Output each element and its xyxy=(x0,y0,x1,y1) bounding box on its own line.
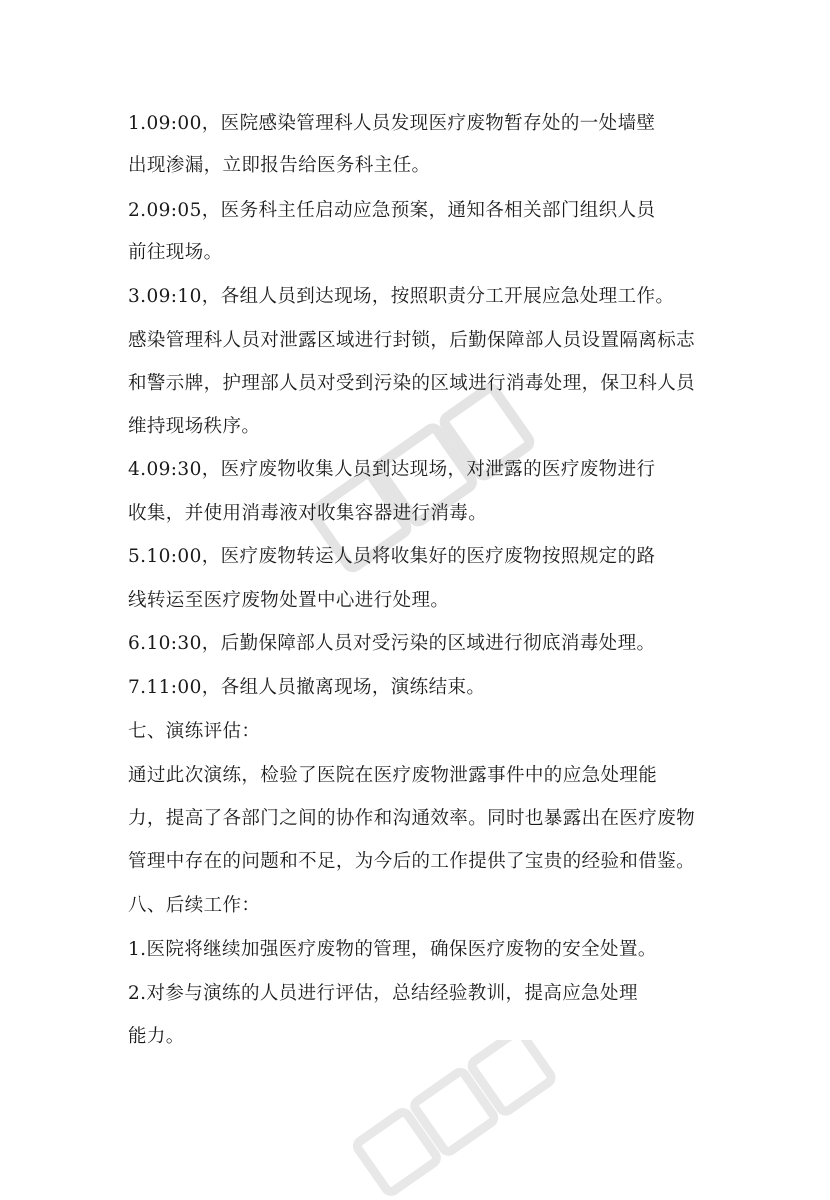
line-evaluation-a: 通过此次演练，检验了医院在医疗废物泄露事件中的应急处理能 xyxy=(128,765,658,786)
line-step-3d: 维持现场秩序。 xyxy=(128,416,261,437)
line-followup-2b: 能力。 xyxy=(128,1026,185,1047)
line-evaluation-b: 力，提高了各部门之间的协作和沟通效率。同时也暴露出在医疗废物 xyxy=(128,808,696,829)
line-followup-2a: 2.对参与演练的人员进行评估，总结经验教训，提高应急处理 xyxy=(128,983,638,1004)
line-step-2a: 2.09:05，医务科主任启动应急预案，通知各相关部门组织人员 xyxy=(128,200,656,221)
line-step-3b: 感染管理科人员对泄露区域进行封锁，后勤保障部人员设置隔离标志 xyxy=(128,330,696,351)
watermark-logo xyxy=(300,360,560,620)
line-step-1b: 出现渗漏，立即报告给医务科主任。 xyxy=(128,155,431,176)
line-step-2b: 前往现场。 xyxy=(128,242,223,263)
watermark-shape-bottom xyxy=(355,1040,553,1194)
heading-evaluation: 七、演练评估： xyxy=(128,721,261,742)
heading-followup: 八、后续工作： xyxy=(128,895,261,916)
line-step-1a: 1.09:00，医院感染管理科人员发现医疗废物暂存处的一处墙壁 xyxy=(128,113,656,134)
line-step-3c: 和警示牌，护理部人员对受到污染的区域进行消毒处理，保卫科人员 xyxy=(128,373,696,394)
line-step-5a: 5.10:00，医疗废物转运人员将收集好的医疗废物按照规定的路 xyxy=(128,546,656,567)
line-step-6: 6.10:30，后勤保障部人员对受污染的区域进行彻底消毒处理。 xyxy=(128,633,656,654)
line-followup-1: 1.医院将继续加强医疗废物的管理，确保医疗废物的安全处置。 xyxy=(128,939,657,960)
line-step-5b: 线转运至医疗废物处置中心进行处理。 xyxy=(128,590,450,611)
line-evaluation-c: 管理中存在的问题和不足，为今后的工作提供了宝贵的经验和借鉴。 xyxy=(128,851,696,872)
line-step-4b: 收集，并使用消毒液对收集容器进行消毒。 xyxy=(128,503,488,524)
line-step-3a: 3.09:10，各组人员到达现场，按照职责分工开展应急处理工作。 xyxy=(128,286,675,307)
line-step-4a: 4.09:30，医疗废物收集人员到达现场，对泄露的医疗废物进行 xyxy=(128,459,656,480)
line-step-7: 7.11:00，各组人员撤离现场，演练结束。 xyxy=(128,677,486,698)
watermark-logo-bottom xyxy=(330,1040,590,1200)
